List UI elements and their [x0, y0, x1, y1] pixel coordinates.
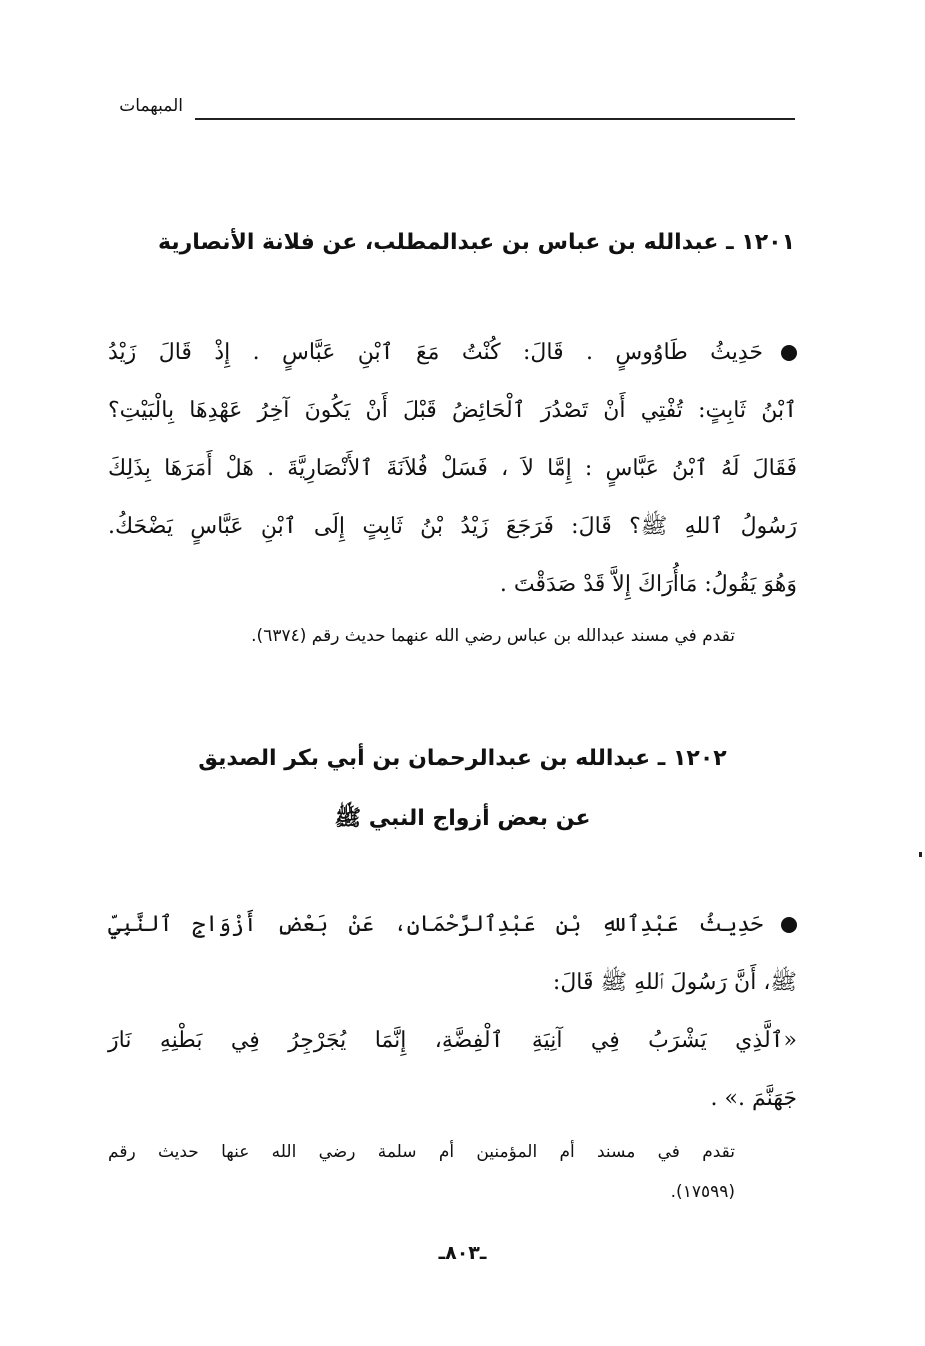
- running-header-title: المبهمات: [119, 96, 183, 116]
- note-line: تقدم في مسند أم المؤمنين أم سلمة رضي الله عنها حديث رقم: [108, 1142, 735, 1162]
- hadith-line: حَدِيثُ عَبْدِٱللهِ بْنِ عَبْدِٱلرَّحْمَانِ، عَنْ بَعْضِ أَزْوَاجِ ٱلنَّبِيِّ: [108, 896, 797, 954]
- entry-title-1201: ١٢٠١ ـ عبدالله بن عباس بن عبدالمطلب، عن فلانة الأنصارية: [157, 230, 795, 255]
- bullet-icon: [781, 917, 797, 933]
- hadith-line: جَهَنَّمَ .» .: [710, 1086, 797, 1111]
- hadith-line: وَهُوَ يَقُولُ: مَاأُرَاكَ إِلاَّ قَدْ صَدَقْتَ .: [499, 572, 797, 597]
- hadith-line: فَقَالَ لَهُ ٱبْنُ عَبَّاسٍ : إِمَّا لاَ ، فَسَلْ فُلاَنَةَ ٱلأَنْصَارِيَّةَ . هَلْ أَمَرَهَا بِذَلِكَ: [108, 456, 797, 481]
- hadith-text-1202: [108, 896, 797, 1128]
- hadith-text-1201: [108, 324, 797, 614]
- scan-speck: [919, 852, 922, 857]
- note-line: تقدم في مسند عبدالله بن عباس رضي الله عنهما حديث رقم (٦٣٧٤).: [251, 626, 735, 646]
- hadith-line: ٱبْنُ ثَابِتٍ: تُفْتِي أَنْ تَصْدُرَ ٱلْحَائِضُ قَبْلَ أَنْ يَكُونَ آخِرُ عَهْدِهَا بِالْبَيْتِ؟: [108, 398, 797, 423]
- note-line: (١٧٥٩٩).: [670, 1182, 735, 1202]
- hadith-line: حَدِيثُ طَاوُوسٍ . قَالَ: كُنْتُ مَعَ ٱبْنِ عَبَّاسٍ . إِذْ قَالَ زَيْدُ: [108, 324, 797, 382]
- reference-note-1201: [108, 616, 735, 656]
- page-number: ـ٨٠٣ـ: [438, 1242, 487, 1264]
- hadith-line: «ٱلَّذِي يَشْرَبُ فِي آنِيَةِ ٱلْفِضَّةِ، إِنَّمَا يُجَرْجِرُ فِي بَطْنِهِ نَارَ: [108, 1028, 797, 1053]
- reference-note-1202: [108, 1132, 735, 1212]
- header-rule: [195, 118, 795, 120]
- entry-subtitle-1202: عن بعض أزواج النبي ﷺ: [334, 806, 591, 831]
- entry-title-1202: ١٢٠٢ ـ عبدالله بن عبدالرحمان بن أبي بكر الصديق: [198, 746, 727, 771]
- bullet-icon: [781, 345, 797, 361]
- hadith-line: ﷺ، أَنَّ رَسُولَ ٱللهِ ﷺ قَالَ:: [552, 970, 797, 995]
- hadith-line: رَسُولُ ٱللهِ ﷺ؟ قَالَ: فَرَجَعَ زَيْدُ بْنُ ثَابِتٍ إِلَى ٱبْنِ عَبَّاسٍ يَضْحَكُ.: [108, 514, 797, 539]
